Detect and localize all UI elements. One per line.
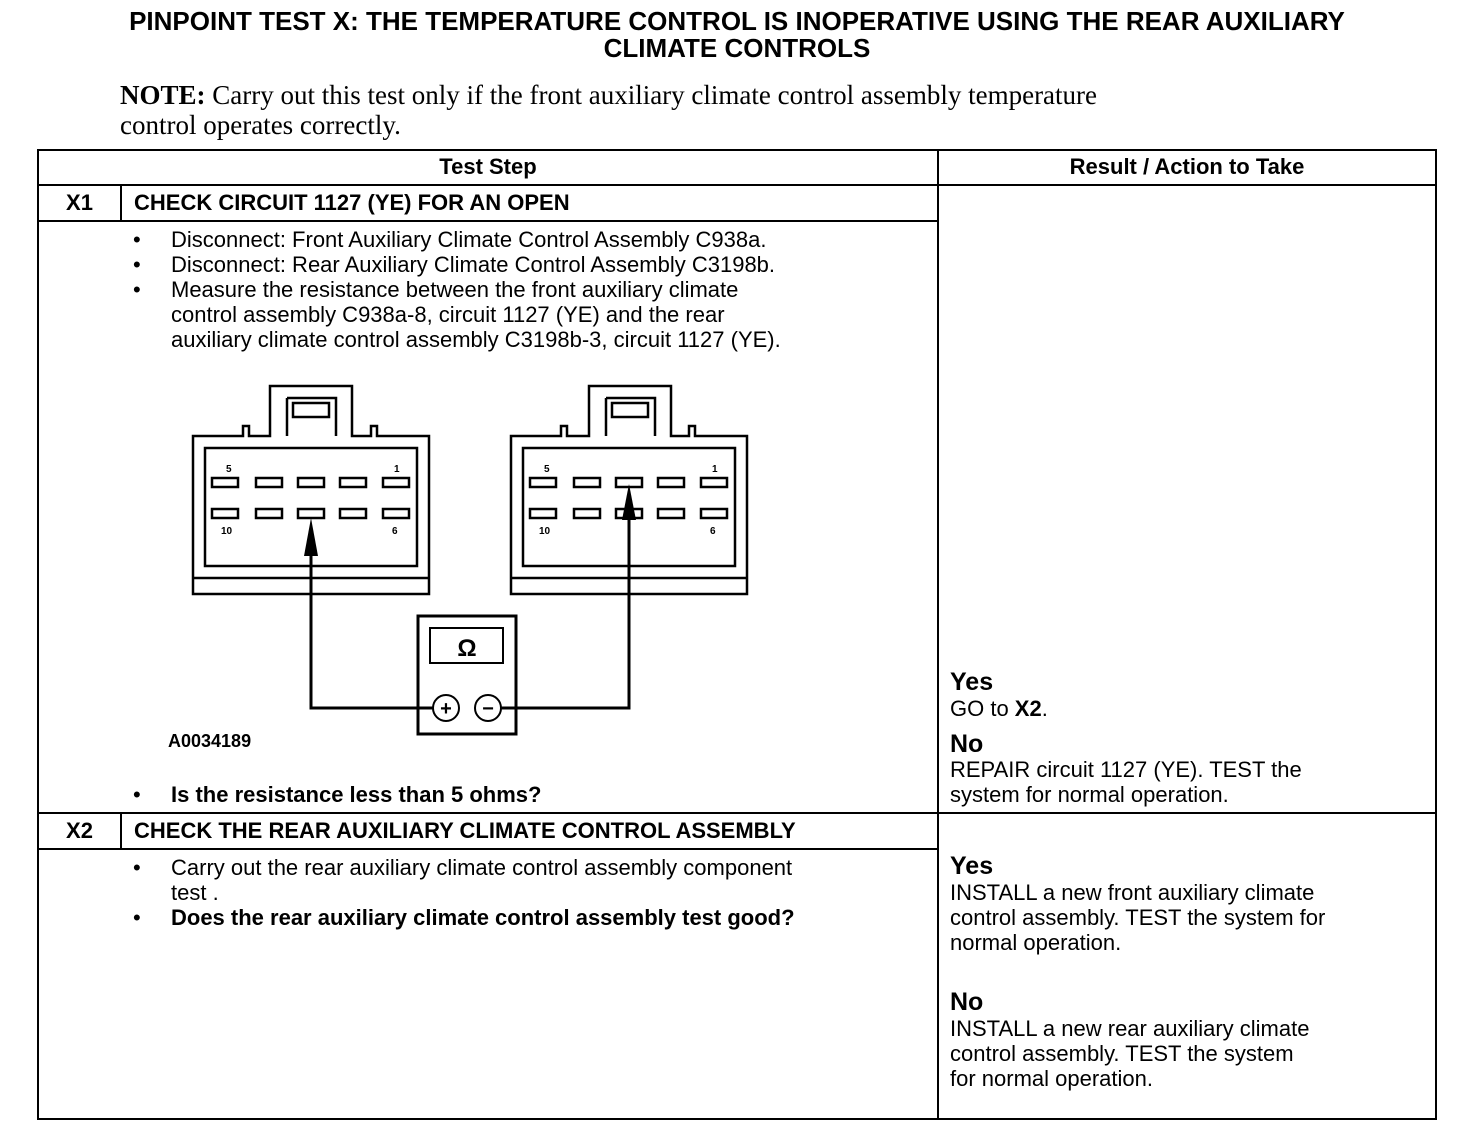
front-pin-10-label: 10 (221, 526, 233, 537)
x2-yes-action-1: INSTALL a new front auxiliary climate (950, 880, 1315, 905)
x2-yes-action-2: control assembly. TEST the system for (950, 905, 1326, 930)
x2-no-action-2: control assembly. TEST the system (950, 1041, 1294, 1066)
rear-terminal (701, 509, 727, 518)
x2-bullet-1-line-2: test . (171, 880, 219, 905)
bullet-glyph: • (133, 277, 141, 302)
rear-pin-6-label: 6 (710, 526, 716, 537)
title-line-1: PINPOINT TEST X: THE TEMPERATURE CONTROL IS INOPERATIVE USING THE REAR AUXILIARY (129, 6, 1345, 36)
figure-code: A0034189 (168, 731, 252, 751)
x2-heading: CHECK THE REAR AUXILIARY CLIMATE CONTROL ASSEMBLY (134, 818, 796, 843)
front-pin-1-label: 1 (394, 464, 400, 475)
x1-bullet-1: Disconnect: Front Auxiliary Climate Control Assembly C938a. (171, 227, 767, 252)
rear-pin-10-label: 10 (539, 526, 551, 537)
x1-yes-label: Yes (950, 668, 994, 696)
x1-no-label: No (950, 730, 984, 758)
front-terminal (340, 509, 366, 518)
column-header-result: Result / Action to Take (1069, 154, 1305, 179)
front-terminal (340, 478, 366, 487)
x1-yes-target: X2 (1014, 696, 1042, 721)
x2-no-label: No (950, 988, 984, 1016)
rear-terminal (658, 478, 684, 487)
minus-sign: − (482, 698, 494, 720)
front-terminal (383, 478, 409, 487)
x1-bullet-3-line-2: control assembly C938a-8, circuit 1127 (YE) and the rear (171, 302, 725, 327)
test-lead-positive (311, 548, 433, 708)
test-lead-negative (501, 515, 629, 708)
front-pin-5-label: 5 (226, 464, 232, 475)
ohm-icon: Ω (457, 635, 477, 662)
front-terminal (212, 478, 238, 487)
rear-terminal (574, 478, 600, 487)
rear-pin-5-label: 5 (544, 464, 550, 475)
x1-step-id: X1 (66, 190, 93, 215)
x2-no-action-1: INSTALL a new rear auxiliary climate (950, 1016, 1310, 1041)
bullet-glyph: • (133, 782, 141, 807)
front-terminal (212, 509, 238, 518)
rear-terminal (530, 509, 556, 518)
bullet-glyph: • (133, 855, 141, 880)
x2-yes-action-3: normal operation. (950, 930, 1122, 955)
note-label: NOTE: (120, 80, 206, 110)
rear-terminal (701, 478, 727, 487)
x1-no-action-1: REPAIR circuit 1127 (YE). TEST the (950, 757, 1302, 782)
rear-terminal (574, 509, 600, 518)
rear-terminal (658, 509, 684, 518)
x1-heading: CHECK CIRCUIT 1127 (YE) FOR AN OPEN (134, 190, 570, 215)
title-line-2: CLIMATE CONTROLS (603, 33, 871, 63)
bullet-glyph: • (133, 252, 141, 277)
probe-arrow-negative (622, 484, 636, 520)
x2-no-action-3: for normal operation. (950, 1066, 1153, 1091)
note-text-2: control operates correctly. (120, 110, 401, 140)
plus-sign: + (440, 698, 452, 720)
probe-arrow-positive (304, 518, 318, 556)
rear-terminal (530, 478, 556, 487)
rear-pin-1-label: 1 (712, 464, 718, 475)
x2-question: Does the rear auxiliary climate control assembly test good? (171, 905, 795, 930)
front-terminal (256, 478, 282, 487)
x2-bullet-1-line-1: Carry out the rear auxiliary climate control assembly component (171, 855, 793, 880)
column-header-test-step: Test Step (439, 154, 537, 179)
x2-step-id: X2 (66, 818, 93, 843)
front-pin-6-label: 6 (392, 526, 398, 537)
x2-yes-label: Yes (950, 852, 994, 880)
ohmmeter (418, 616, 516, 734)
front-terminal (383, 509, 409, 518)
x1-yes-action: GO to X2. (950, 696, 1048, 721)
x1-bullet-2: Disconnect: Rear Auxiliary Climate Control Assembly C3198b. (171, 252, 776, 277)
x1-no-action-2: system for normal operation. (950, 782, 1229, 807)
bullet-glyph: • (133, 905, 141, 930)
x1-question: Is the resistance less than 5 ohms? (171, 782, 542, 807)
note-text-1: Carry out this test only if the front auxiliary climate control assembly temperature (205, 80, 1098, 110)
front-terminal (256, 509, 282, 518)
x1-bullet-3-line-1: Measure the resistance between the front auxiliary climate (171, 277, 739, 302)
front-terminal (298, 478, 324, 487)
front-terminal-8 (298, 509, 324, 518)
bullet-glyph: • (133, 227, 141, 252)
x1-bullet-3-line-3: auxiliary climate control assembly C3198b-3, circuit 1127 (YE). (171, 327, 781, 352)
